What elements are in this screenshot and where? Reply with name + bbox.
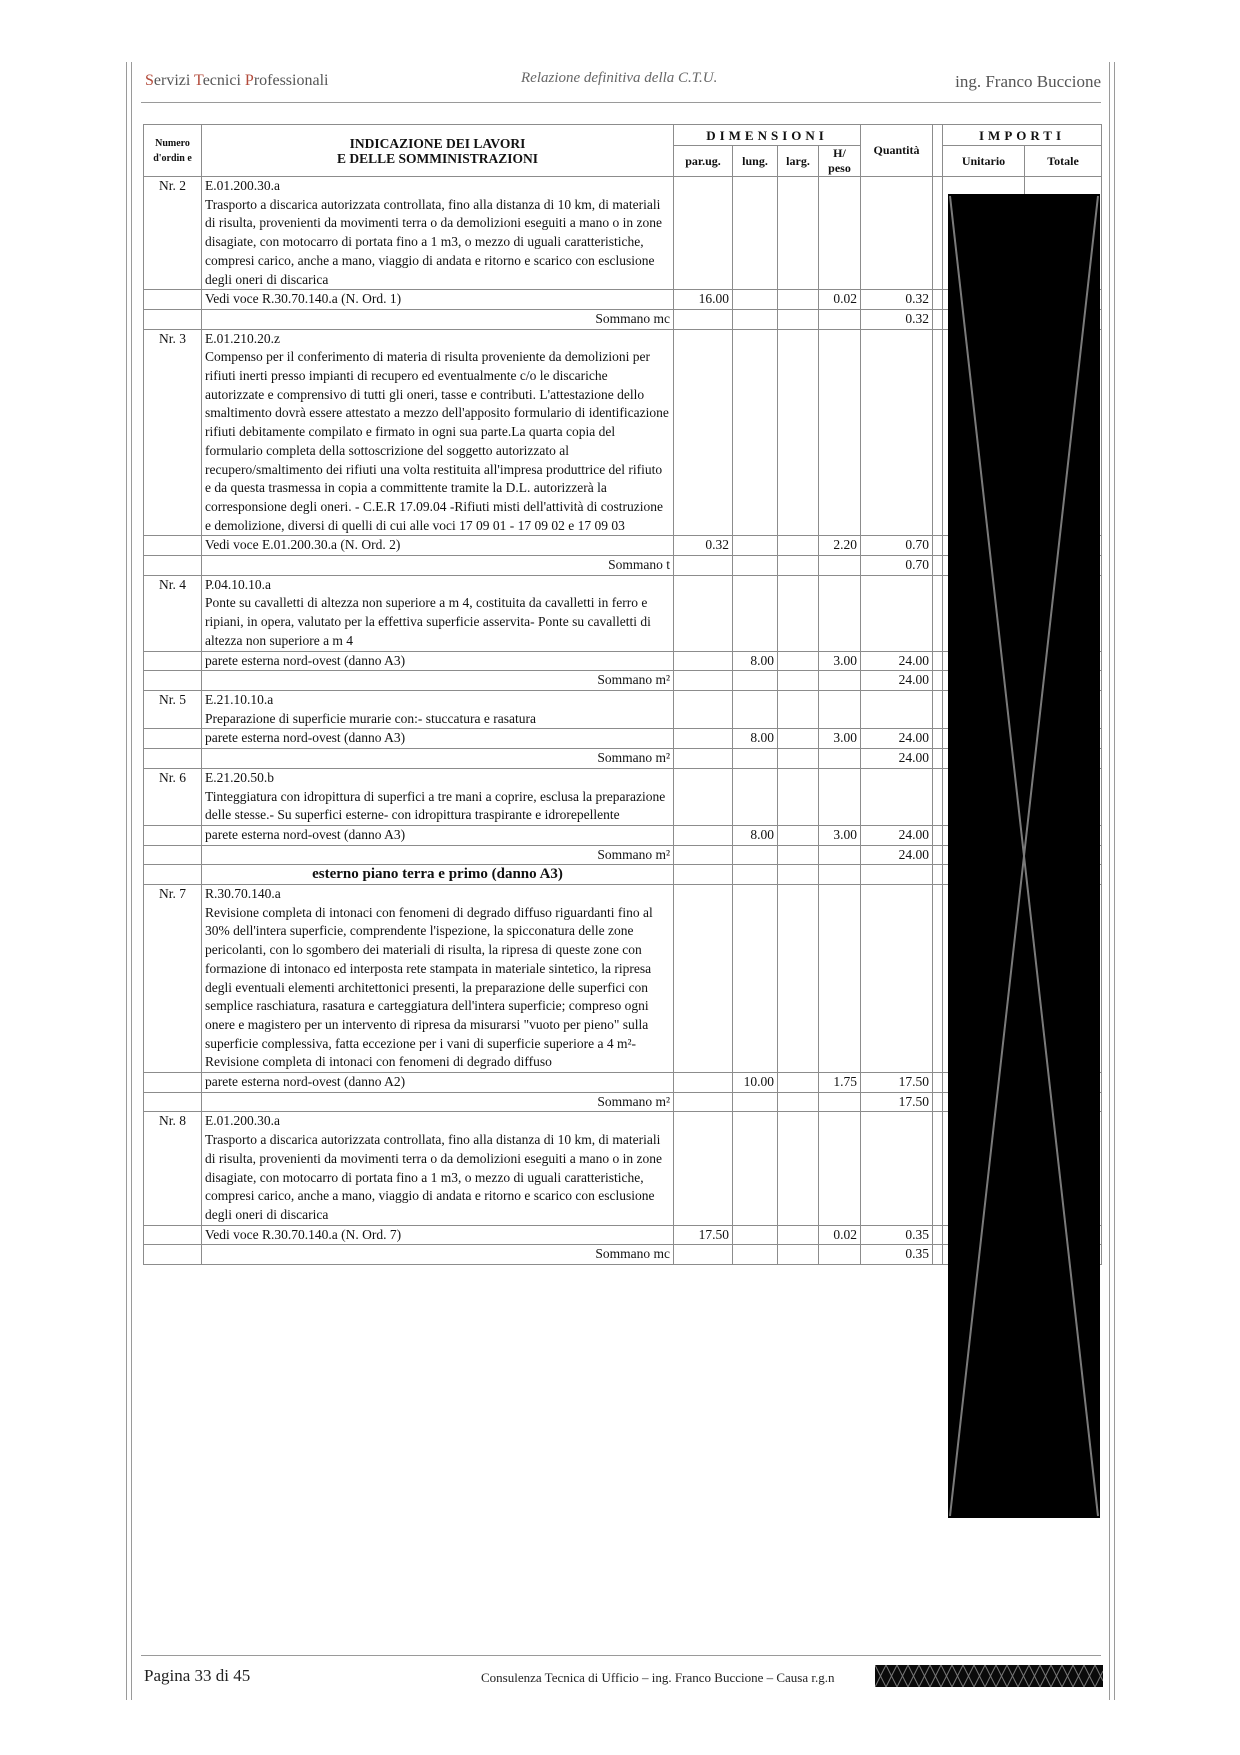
item-code: E.01.210.20.z: [205, 330, 280, 346]
col-totale: Totale: [1025, 146, 1102, 177]
empty-hpeso: [819, 177, 861, 290]
measurement-description: Vedi voce R.30.70.140.a (N. Ord. 1): [202, 290, 674, 310]
value-lung: [733, 536, 778, 556]
empty-hpeso: [819, 768, 861, 825]
footer-consulenza: Consulenza Tecnica di Ufficio – ing. Franco Buccione – Causa r.g.n: [481, 1670, 835, 1685]
empty-hpeso: [819, 329, 861, 536]
redacted-case-number: [875, 1665, 1103, 1687]
sommano-quantita: 24.00: [861, 845, 933, 865]
value-quantita: 24.00: [861, 825, 933, 845]
column-gap: [933, 125, 943, 177]
empty-parug: [674, 1245, 733, 1265]
empty-larg: [778, 1112, 819, 1225]
value-parug: 17.50: [674, 1225, 733, 1245]
column-gap: [933, 575, 943, 651]
empty-larg: [778, 575, 819, 651]
empty-parug: [674, 1112, 733, 1225]
empty-parug: [674, 309, 733, 329]
empty-lung: [733, 1245, 778, 1265]
item-code: E.01.200.30.a: [205, 1113, 280, 1129]
empty-lung: [733, 1092, 778, 1112]
item-description: [202, 329, 674, 536]
measurement-description: parete esterna nord-ovest (danno A3): [202, 651, 674, 671]
item-number-empty: [144, 651, 202, 671]
item-number: Nr. 3: [144, 329, 202, 536]
value-larg: [778, 1225, 819, 1245]
empty-lung: [733, 865, 778, 885]
empty-qty: [861, 575, 933, 651]
col-indicazione-line-1: INDICAZIONE DEI LAVORI: [349, 135, 526, 151]
column-gap: [933, 729, 943, 749]
empty-hpeso: [819, 1092, 861, 1112]
empty-larg: [778, 690, 819, 728]
value-larg: [778, 651, 819, 671]
item-number-empty: [144, 845, 202, 865]
empty-hpeso: [819, 575, 861, 651]
item-code: E.21.20.50.b: [205, 769, 274, 785]
empty-parug: [674, 1092, 733, 1112]
item-text: Ponte su cavalletti di altezza non superiore a m 4, costituita da cavalletti in ferro e ripiani, in opera, valutato per la effettiva superficie asservita- Ponte su cavalletti di altezza non superiore a m 4: [205, 595, 651, 648]
sommano-quantita: 17.50: [861, 1092, 933, 1112]
column-gap: [933, 556, 943, 576]
item-text: Tinteggiatura con idropittura di superfici a tre mani a coprire, esclusa la preparazione delle stesse.- Su superfici esterne- con idropittura traspirante e idrorepellente: [205, 788, 666, 823]
column-gap: [933, 309, 943, 329]
col-unitario: Unitario: [943, 146, 1025, 177]
sommano-quantita: 0.35: [861, 1245, 933, 1265]
empty-lung: [733, 749, 778, 769]
sommano-label: Sommano m²: [202, 749, 674, 769]
empty-lung: [733, 329, 778, 536]
empty-hpeso: [819, 845, 861, 865]
section-heading: esterno piano terra e primo (danno A3): [202, 865, 674, 885]
value-quantita: 0.35: [861, 1225, 933, 1245]
empty-lung: [733, 845, 778, 865]
value-hpeso: 3.00: [819, 729, 861, 749]
value-lung: 8.00: [733, 825, 778, 845]
page-frame-right: [1114, 62, 1115, 1700]
item-number: Nr. 5: [144, 690, 202, 728]
item-text: Trasporto a discarica autorizzata controllata, fino alla distanza di 10 km, di materiali di risulta, provenienti da movimenti terra o da demolizioni eseguiti a mano o in zone disagiate, con motocarro di portata fino a 1 m3, o mezzo di uguali caratteristiche, compresi carico, anche a mano, viaggio di andata e ritorno e scarico con esclusione degli oneri di discarica: [205, 196, 663, 287]
measurement-description: parete esterna nord-ovest (danno A3): [202, 729, 674, 749]
sommano-quantita: 24.00: [861, 671, 933, 691]
item-number: Nr. 7: [144, 885, 202, 1073]
value-lung: 8.00: [733, 651, 778, 671]
column-gap: [933, 329, 943, 536]
item-number-empty: [144, 1245, 202, 1265]
empty-larg: [778, 865, 819, 885]
empty-lung: [733, 885, 778, 1073]
empty-parug: [674, 177, 733, 290]
column-gap: [933, 749, 943, 769]
column-gap: [933, 651, 943, 671]
item-description: [202, 885, 674, 1073]
item-code: P.04.10.10.a: [205, 576, 272, 592]
header-company-part-1: ervizi: [153, 72, 195, 89]
empty-hpeso: [819, 1245, 861, 1265]
empty-hpeso: [819, 865, 861, 885]
item-description: [202, 575, 674, 651]
column-gap: [933, 1245, 943, 1265]
empty-larg: [778, 556, 819, 576]
col-importi: IMPORTI: [943, 125, 1102, 146]
item-number: Nr. 6: [144, 768, 202, 825]
item-code: E.01.200.30.a: [205, 178, 280, 193]
sommano-label: Sommano m²: [202, 671, 674, 691]
empty-parug: [674, 885, 733, 1073]
value-lung: 10.00: [733, 1073, 778, 1093]
sommano-quantita: 24.00: [861, 749, 933, 769]
sommano-quantita: 0.70: [861, 556, 933, 576]
empty-lung: [733, 1112, 778, 1225]
item-number-empty: [144, 729, 202, 749]
empty-larg: [778, 309, 819, 329]
measurement-description: Vedi voce E.01.200.30.a (N. Ord. 2): [202, 536, 674, 556]
empty-hpeso: [819, 309, 861, 329]
item-number-empty: [144, 536, 202, 556]
empty-hpeso: [819, 885, 861, 1073]
value-parug: [674, 1073, 733, 1093]
column-gap: [933, 177, 943, 290]
value-parug: [674, 729, 733, 749]
empty-larg: [778, 885, 819, 1073]
sommano-label: Sommano mc: [202, 309, 674, 329]
empty-larg: [778, 177, 819, 290]
empty-parug: [674, 575, 733, 651]
redaction-pattern-icon: [875, 1665, 1103, 1687]
header-company-cap-1: S: [145, 72, 154, 89]
empty-qty: [861, 1112, 933, 1225]
empty-parug: [674, 845, 733, 865]
column-gap: [933, 1225, 943, 1245]
value-quantita: 17.50: [861, 1073, 933, 1093]
empty-lung: [733, 309, 778, 329]
item-number: Nr. 8: [144, 1112, 202, 1225]
column-gap: [933, 290, 943, 310]
empty-larg: [778, 671, 819, 691]
sommano-label: Sommano t: [202, 556, 674, 576]
item-number-empty: [144, 865, 202, 885]
column-gap: [933, 1073, 943, 1093]
measurement-description: parete esterna nord-ovest (danno A3): [202, 825, 674, 845]
page-frame-left: [126, 62, 127, 1700]
col-indicazione-line-2: E DELLE SOMMINISTRAZIONI: [336, 150, 539, 166]
header-author: ing. Franco Buccione: [955, 72, 1101, 91]
measurement-description: parete esterna nord-ovest (danno A2): [202, 1073, 674, 1093]
item-text: Trasporto a discarica autorizzata controllata, fino alla distanza di 10 km, di materiali di risulta, provenienti da movimenti terra o da demolizioni eseguiti a mano o in zone disagiate, con motocarro di portata fino a 1 m3, o mezzo di uguali caratteristiche, compresi carico, anche a mano, viaggio di andata e ritorno e scarico con esclusione degli oneri di discarica: [205, 1132, 663, 1222]
value-lung: 8.00: [733, 729, 778, 749]
header-company-part-2: ecnici: [202, 72, 245, 89]
value-parug: [674, 825, 733, 845]
empty-larg: [778, 1092, 819, 1112]
value-quantita: 24.00: [861, 729, 933, 749]
sommano-label: Sommano m²: [202, 845, 674, 865]
value-parug: [674, 651, 733, 671]
col-quantita: Quantità: [861, 125, 933, 177]
col-indicazione: [202, 125, 674, 177]
item-text: Preparazione di superficie murarie con:- stuccatura e rasatura: [205, 710, 536, 726]
item-number-empty: [144, 1073, 202, 1093]
item-number: Nr. 2: [144, 177, 202, 290]
value-quantita: 0.32: [861, 290, 933, 310]
value-larg: [778, 729, 819, 749]
header-document-title: Relazione definitiva della C.T.U.: [521, 70, 718, 86]
header-company-cap-2: T: [194, 72, 203, 89]
column-gap: [933, 825, 943, 845]
empty-hpeso: [819, 690, 861, 728]
empty-larg: [778, 1245, 819, 1265]
column-gap: [933, 845, 943, 865]
item-number-empty: [144, 825, 202, 845]
col-larg: larg.: [778, 146, 819, 177]
header-company-cap-3: P: [244, 72, 254, 89]
header-company: [145, 72, 328, 90]
value-quantita: 24.00: [861, 651, 933, 671]
item-number-empty: [144, 290, 202, 310]
empty-qty: [861, 329, 933, 536]
empty-qty: [861, 865, 933, 885]
empty-larg: [778, 768, 819, 825]
empty-qty: [861, 177, 933, 290]
page-frame-left-inner: [131, 62, 132, 1700]
empty-lung: [733, 575, 778, 651]
page-frame-right-inner: [1109, 62, 1110, 1700]
column-gap: [933, 1112, 943, 1225]
empty-hpeso: [819, 556, 861, 576]
sommano-label: Sommano m²: [202, 1092, 674, 1112]
value-hpeso: 2.20: [819, 536, 861, 556]
empty-qty: [861, 885, 933, 1073]
value-hpeso: 0.02: [819, 1225, 861, 1245]
empty-lung: [733, 690, 778, 728]
item-number-empty: [144, 309, 202, 329]
item-text: Compenso per il conferimento di materia di risulta proveniente da demolizioni per rifiuti inerti presso impianti di recupero ed eventualmente c/o le discariche autorizzate e comprensivo di tutti gli oneri, tasse e contributi. L'attestazione dello smaltimento dovrà essere attestato a mezzo dell'apposito formulario di identificazione rifiuti debitamente compilato e firmato in ogni sua parte.La quarta copia del formulario completa della sottoscrizione del soggetto autorizzato al recupero/smaltimento dei rifiuti una volta restituita all'impresa produttrice del rifiuto e da questa trasmessa in copia a committente tramite la D.L. autorizzerà la corresponsione degli oneri. - C.E.R 17.09.04 -Rifiuti misti dell'attività di costruzione e demolizione, diversi di quelli di cui alle voci 17 09 01 - 17 09 02 e 17 09 03: [205, 349, 669, 533]
value-lung: [733, 290, 778, 310]
value-larg: [778, 825, 819, 845]
empty-larg: [778, 329, 819, 536]
redaction-cross-icon: [948, 194, 1100, 1518]
col-dimensioni: DIMENSIONI: [674, 125, 861, 146]
column-gap: [933, 768, 943, 825]
empty-lung: [733, 177, 778, 290]
page-header: [141, 62, 1101, 103]
footer-page-number: Pagina 33 di 45: [144, 1666, 251, 1685]
value-hpeso: 3.00: [819, 651, 861, 671]
column-gap: [933, 1092, 943, 1112]
column-gap: [933, 865, 943, 885]
item-number-empty: [144, 1092, 202, 1112]
item-text: Revisione completa di intonaci con fenomeni di degrado diffuso riguardanti fino al 30% dell'intera superficie, comprendente l'ispezione, la spicconatura delle zone pericolanti, con lo sgombero dei materiali di risulta, la ripresa di queste zone con formazione di intonaco ed interposta rete stampata in materiale sintetico, la ripresa degli eventuali elementi architettonici presenti, la preparazione delle superfici con semplice raschiatura, rasatura e carteggiatura dell'intera superficie; compreso ogni onere e magistero per un intervento di ripresa da misurarsi "vuoto per pieno" sulla superficie complessiva, fatta eccezione per i vani di superficie superiore a 4 m²- Revisione completa di intonaci con fenomeni di degrado diffuso: [205, 904, 653, 1070]
item-code: R.30.70.140.a: [205, 886, 281, 902]
value-parug: 0.32: [674, 536, 733, 556]
column-gap: [933, 690, 943, 728]
value-quantita: 0.70: [861, 536, 933, 556]
col-parug: par.ug.: [674, 146, 733, 177]
item-description: [202, 177, 674, 290]
empty-lung: [733, 768, 778, 825]
item-description: [202, 1112, 674, 1225]
empty-qty: [861, 768, 933, 825]
empty-parug: [674, 690, 733, 728]
empty-parug: [674, 749, 733, 769]
item-number-empty: [144, 556, 202, 576]
header-company-part-3: rofessionali: [253, 72, 329, 89]
item-number-empty: [144, 1225, 202, 1245]
empty-hpeso: [819, 1112, 861, 1225]
empty-lung: [733, 671, 778, 691]
empty-parug: [674, 329, 733, 536]
value-larg: [778, 1073, 819, 1093]
empty-parug: [674, 556, 733, 576]
sommano-label: Sommano mc: [202, 1245, 674, 1265]
empty-parug: [674, 768, 733, 825]
empty-qty: [861, 690, 933, 728]
value-lung: [733, 1225, 778, 1245]
value-hpeso: 1.75: [819, 1073, 861, 1093]
value-parug: 16.00: [674, 290, 733, 310]
item-code: E.21.10.10.a: [205, 691, 274, 707]
value-hpeso: 0.02: [819, 290, 861, 310]
col-hpeso: H/ peso: [819, 146, 861, 177]
value-larg: [778, 290, 819, 310]
redacted-importi-block: [948, 194, 1100, 1518]
empty-hpeso: [819, 749, 861, 769]
empty-parug: [674, 865, 733, 885]
column-gap: [933, 885, 943, 1073]
item-number-empty: [144, 671, 202, 691]
item-description: [202, 690, 674, 728]
item-number: Nr. 4: [144, 575, 202, 651]
item-description: [202, 768, 674, 825]
value-larg: [778, 536, 819, 556]
empty-lung: [733, 556, 778, 576]
sommano-quantita: 0.32: [861, 309, 933, 329]
item-number-empty: [144, 749, 202, 769]
empty-larg: [778, 845, 819, 865]
empty-hpeso: [819, 671, 861, 691]
col-numero-ordine: Numero d'ordin e: [144, 125, 202, 177]
measurement-description: Vedi voce R.30.70.140.a (N. Ord. 7): [202, 1225, 674, 1245]
col-lung: lung.: [733, 146, 778, 177]
column-gap: [933, 536, 943, 556]
column-gap: [933, 671, 943, 691]
empty-parug: [674, 671, 733, 691]
value-hpeso: 3.00: [819, 825, 861, 845]
empty-larg: [778, 749, 819, 769]
